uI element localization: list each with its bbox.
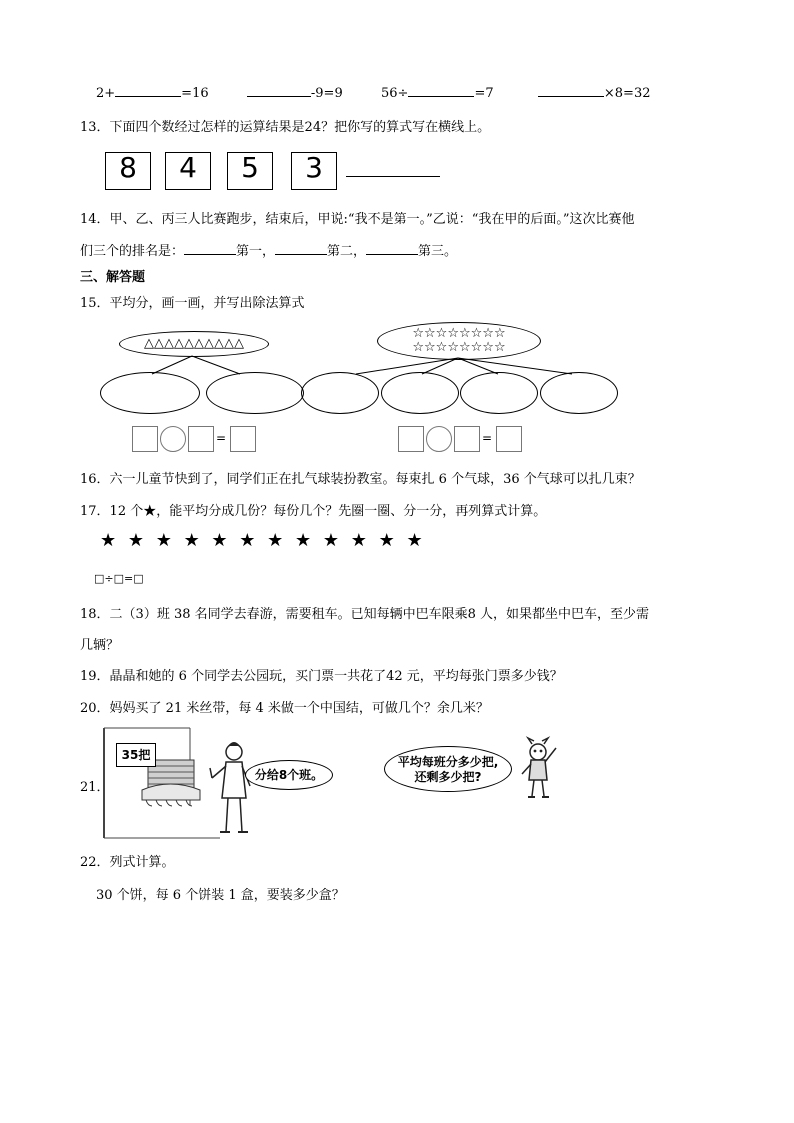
umbrella-count-sign: 35把 [116, 743, 156, 767]
number-card: 4 [165, 152, 211, 190]
question-13: 13．下面四个数经过怎样的运算结果是24？把你写的算式写在横线上。 [80, 120, 491, 135]
answer-blank[interactable] [275, 242, 327, 255]
answer-blank[interactable] [247, 84, 311, 97]
answer-line[interactable] [346, 176, 440, 177]
answer-blank[interactable] [184, 242, 236, 255]
question-17: 17．12 个★，能平均分成几份？每份几个？先圈一圈、分一分，再列算式计算。 [80, 504, 547, 519]
empty-oval[interactable] [460, 372, 538, 414]
question-14-line1: 14．甲、乙、丙三人比赛跑步，结束后，甲说:“我不是第一。”乙说：“我在甲的后面。”这次比赛他 [80, 212, 635, 227]
star-row: ★ ★ ★ ★ ★ ★ ★ ★ ★ ★ ★ ★ [100, 530, 426, 551]
formula-box[interactable] [230, 426, 256, 452]
formula-box[interactable] [188, 426, 214, 452]
answer-blank[interactable] [408, 84, 474, 97]
empty-oval[interactable] [206, 372, 304, 414]
answer-blank[interactable] [538, 84, 604, 97]
empty-oval[interactable] [381, 372, 459, 414]
number-card: 3 [291, 152, 337, 190]
question-22: 22．列式计算。 [80, 855, 175, 870]
question-22-subproblem: 30 个饼，每 6 个饼装 1 盒，要装多少盒？ [96, 888, 345, 903]
triangle-group-oval: △△△△△△△△△△ [119, 331, 269, 357]
answer-blank[interactable] [115, 84, 181, 97]
question-14-line2: 们三个的排名是： 第一， 第二， 第三。 [80, 244, 458, 259]
formula-box[interactable] [398, 426, 424, 452]
question-16: 16．六一儿童节快到了，同学们正在扎气球装扮教室。每束扎 6 个气球，36 个气球可以扎几束？ [80, 472, 641, 487]
question-19: 19．晶晶和她的 6 个同学去公园玩，买门票一共花了42 元，平均每张门票多少钱？ [80, 669, 563, 684]
section-heading: 三、解答题 [80, 270, 146, 285]
answer-blank[interactable] [366, 242, 418, 255]
question-18-line2: 几辆？ [80, 638, 120, 653]
question-18-line1: 18．二（3）班 38 名同学去春游，需要租车。已知每辆中巴车限乘8 人，如果都坐中巴车，至少需 [80, 607, 650, 622]
speech-bubble: 平均每班分多少把, 还剩多少把? [384, 746, 512, 792]
teacher-figure [210, 742, 250, 832]
question-21-number: 21． [80, 780, 110, 795]
operator-circle[interactable] [426, 426, 452, 452]
number-card: 5 [227, 152, 273, 190]
number-card: 8 [105, 152, 151, 190]
operator-circle[interactable] [160, 426, 186, 452]
q12-equations: 2+ =16 -9=9 56÷ =7 ×8=32 [96, 86, 651, 101]
empty-oval[interactable] [100, 372, 200, 414]
question-20: 20．妈妈买了 21 米丝带，每 4 米做一个中国结，可做几个？余几米？ [80, 701, 489, 716]
formula-placeholder[interactable]: □÷□=□ [94, 572, 144, 585]
empty-oval[interactable] [301, 372, 379, 414]
speech-bubble: 分给8个班。 [245, 760, 333, 790]
empty-oval[interactable] [540, 372, 618, 414]
formula-box[interactable] [496, 426, 522, 452]
star-group-oval: ☆☆☆☆☆☆☆☆ ☆☆☆☆☆☆☆☆ [377, 322, 541, 360]
formula-box[interactable] [132, 426, 158, 452]
equals-sign: = [482, 431, 493, 445]
equals-sign: = [216, 431, 227, 445]
cartoon-character [516, 736, 560, 802]
question-15: 15．平均分，画一画，并写出除法算式 [80, 296, 305, 311]
formula-box[interactable] [454, 426, 480, 452]
